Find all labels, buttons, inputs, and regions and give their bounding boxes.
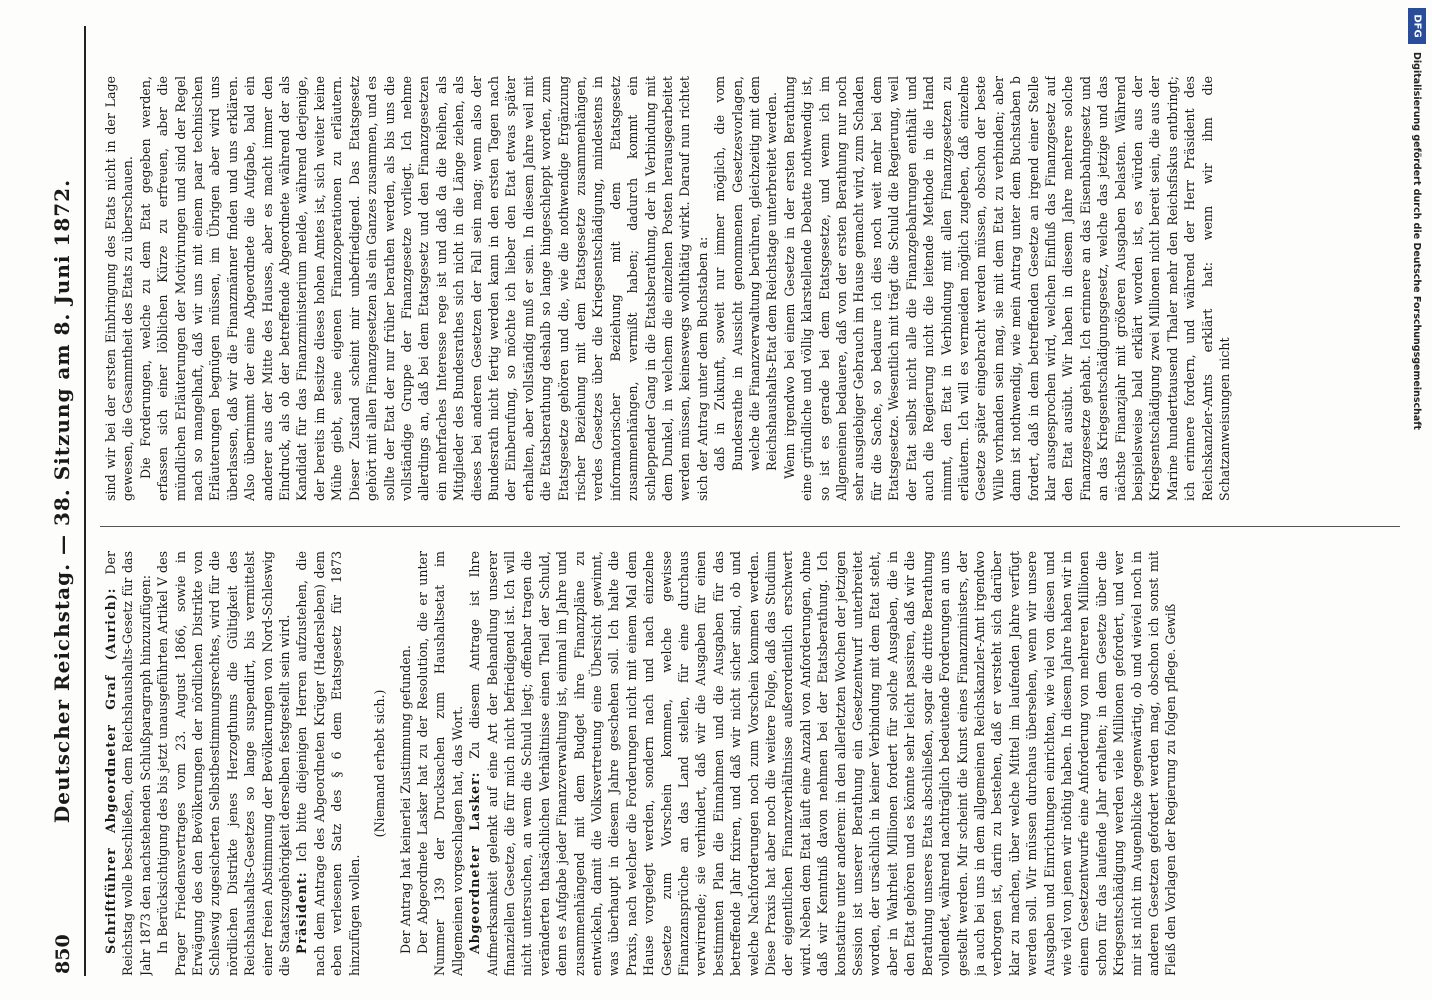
paragraph — [137, 76, 711, 501]
paragraph — [102, 551, 154, 976]
speaker-name: Präsident: — [294, 871, 310, 954]
paragraph-text: In Berücksichtigung des bis jetzt unausgeführten Artikel V des Prager Friedensvertrages vom 23. August 1866, sowie in Erwägung des den Bevölkerungen der nördlichen Distrikte von Schleswig zugesicherten Selbstbestimmungsrechtes, wird für die nördlichen Distrikte jenes Herzogthums die Gültigkeit des Reichshaushalts-Gesetzes so lange suspendirt, bis vermittelst einer freien Abstimmung der Bevölkerungen von Nord-Schleswig die Staatszugehörigkeit derselben festgestellt sein wird. — [155, 551, 293, 976]
paragraph — [371, 551, 388, 976]
dfg-watermark — [1408, 8, 1426, 992]
column-divider — [100, 526, 1400, 527]
paragraph-text: daß in Zukunft, soweit nur immer möglich, die vom Bundesrathe in Aussicht genommenen Gesetzesvorlagen, welche die Finanzverwaltung berühren, gleichzeitig mit dem Reichshaushalts-Etat dem Reichstage unterbreitet werden. — [712, 76, 780, 471]
page-header — [44, 26, 86, 976]
paragraph-text: Der Abgeordnete Lasker hat zu der Resolution, die er unter Nummer 139 der Drucksachen zum Haushaltsetat im Allgemeinen vorgeschlagen hat, das Wort. — [414, 551, 465, 976]
paragraph — [102, 76, 137, 501]
paragraph-text: Die Forderungen, welche zu dem Etat gegeben werden, erfassen sich einer löblichen Kürze zu erfreuen, aber die mündlichen Erläuterungen der Motivirungen und sind der Regel nach so mangelhaft, daß wir uns mit einem paar technischen Erläuterungen begnügen müssen, im Übrigen aber wird uns überlassen, daß wir die Finanzmänner finden und uns erklären. Also übernimmt der eine Abgeordnete die Aufgabe, bald ein anderer aus der Mitte des Hauses, aber es macht immer den Eindruck, als ob der betreffende Abgeordnete während der als Kandidat für das Finanzministerium melde, während derjenige, der bereits im Besitze dieses hohen Amtes ist, sich weiter keine Mühe giebt, seine eigenen Finanzoperationen zu erläutern. Dieser Zustand scheint mir unbefriedigend. Das Etatsgesetz gehört mit allen Finanzgesetzen als ein Ganzes zusammen, und es sollte der Etat der nur früher berathen werden, als bis uns die vollständige Gruppe der Finanzgesetze vorliegt. Ich nehme allerdings an, daß bei dem Etatsgesetz und den Finanzgesetzen ein mehrfaches Interesse rege ist und daß da die Reihen, als Mitglieder des Bundesrathes sich nicht in die Länge ziehen, als dieses bei anderen Gesetzen der Fall sein mag; wenn also der Bundesrath nicht fertig werden kann in den ersten Tagen nach der Einberufung, so möchte ich lieber den Etat etwas später erhalten, aber vollständig muß er sein. In diesem Jahre weil mit die Etatsberathung deshalb so lange hingeschleppt worden, zum Etatsgesetze gehören und die, wie die nothwendige Ergänzung rischer Beziehung mit dem Etatsgesetze zusammenhängen, verdes Gesetzes über die Kriegsentschädigung, mindestens in informatorischer Beziehung mit dem Etatsgesetz zusammenhängen, vermißt haben; dadurch kommt ein schleppender Gang in die Etatsberathung, der in Verbindung mit dem Dunkel, in welchem die einzelnen Posten herausgearbeitet werden müssen, keineswegs wohlthätig wirkt. Darauf nun richtet sich der Antrag unter dem Buchstaben a: — [137, 76, 710, 501]
dfg-credit-text: Digitalisierung gefördert durch die Deutsche Forschungsgemeinschaft — [1411, 52, 1422, 430]
paragraph-text: Ich bitte diejenigen Herren aufzustehen, die nach dem Antrage des Abgeordneten Krüger (Hadersleben) dem eben verlesenen Satz des § 6 dem Etatsgesetz für 1873 hinzufügen wollen. — [294, 551, 362, 976]
paragraph — [293, 551, 363, 976]
paragraph — [711, 76, 781, 501]
paragraph-text: Der Antrag hat keinerlei Zustimmung gefunden. — [397, 645, 413, 954]
page-number: 850 — [52, 934, 74, 974]
paragraph-text: Wenn irgendwo bei einem Gesetze in der ersten Berathung eine gründliche und völlig klarstellende Debatte nothwendig ist, so ist es gerade bei dem Etatsgesetze, und wenn ich im Allgemeinen bedauere, daß von der ersten Berathung nur noch sehr ausgiebiger Gebrauch im Hause gemacht wird, zum Schaden für die Sache, so bedaure ich dies noch weit mehr bei dem Etatsgesetze. Wesentlich mit trägt die Schuld die Regierung, weil der Etat selbst nicht alle die Finanzgebahrungen enthält und auch die Regierung nicht die leitende Methode in die Hand nimmt, den Etat in Verbindung mit allen Finanzgesetzen zu erläutern. Ich will es vermeiden möglich zugeben, daß einzelne Gesetze später eingebracht werden müssen, obschon der beste Wille vorhanden sein mag, sie mit dem Etat zu verbinden; aber dann ist nothwendig, wie mein Antrag unter dem Buchstaben b fordert, daß in dem betreffenden Gesetze an irgend einer Stelle klar ausgesprochen wird, welchen Einfluß das Finanzgesetz auf den Etat ausübt. Wir haben in diesem Jahre mehrere solche Finanzgesetze gehabt. Ich erinnere an das Eisenbahngesetz und an das Kriegsentschädigungsgesetz, welche das jetzige und das nächste Finanzjahr mit größeren Ausgaben belasten. Während beispielsweise bald erklärt worden ist, es würden aus der Kriegsentschädigung zwei Millionen nicht bereit sein, die aus der Marine hunderttausend Thaler mehr den Reichsfiskus entbringt; ich erinnere fordern, und während der Herr Präsident des Reichskanzler-Amts erklärt hat: wenn wir ihm die Schatzanweisungen nicht — [781, 76, 1232, 501]
rotated-page-content — [44, 26, 1414, 976]
running-title: Deutscher Reichstag. — 38. Sitzung am 8. Juni 1872. — [50, 178, 74, 824]
speaker-name: Schriftführer Abgeordneter Graf (Aurich): — [103, 587, 118, 954]
paragraph — [397, 551, 414, 976]
dfg-logo-icon: DFG — [1408, 8, 1426, 44]
paragraph-text: (Niemand erhebt sich.) — [372, 689, 388, 838]
paragraph — [781, 76, 1234, 501]
paragraph — [466, 551, 1180, 976]
speaker-name: Abgeordneter Lasker: — [467, 771, 483, 954]
right-column — [102, 76, 1402, 501]
paragraph-text: Der Reichstag wolle beschließen, dem Reichshaushalts-Gesetz für das Jahr 1873 den nachstehenden Schlußparagraph hinzuzufügen: — [103, 551, 153, 976]
paragraph — [414, 551, 466, 976]
paragraph-text: sind wir bei der ersten Einbringung des Etats nicht in der Lage gewesen, die Gesammtheit des Etats zu überschauen. — [103, 76, 136, 501]
paragraph — [154, 551, 293, 976]
left-column — [102, 551, 1402, 976]
paragraph-text: Zu diesem Antrage ist Ihre Aufmerksamkeit gelenkt auf eine Art der Behandlung unserer finanziellen Gesetze, die für mich nicht befriedigend ist. Ich will nicht untersuchen, an wem die Schuld liegt; offenbar tragen die veränderten thatsächlichen Verhältnisse einen Theil der Schuld, denn es Aufgabe jeder Finanzverwaltung ist, einmal im Jahre und zusammenhängend mit dem Budget ihre Finanzpläne zu entwickeln, damit die Volksvertretung eine Übersicht gewinnt, was überhaupt in diesem Jahre geschehen soll. Ich halte die Praxis, nach welcher die Forderungen nicht mit einem Mal dem Hause vorgelegt werden, sondern nach und nach einzelne Gesetze zum Vorschein kommen, welche gewisse Finanzansprüche an das Land stellen, für eine durchaus verwirrende; sie verhindert, daß wir die Ausgaben für einen bestimmten Plan die Einnahmen und die Ausgaben für das betreffende Jahr fixiren, und daß wir nicht sicher sind, ob und welche Nachforderungen noch zum Vorschein kommen werden. Diese Praxis hat aber noch die weitere Folge, daß das Studium der eigentlichen Finanzverhältnisse außerordentlich erschwert wird. Neben dem Etat läuft eine Anzahl von Anforderungen, ohne daß wir Kenntniß davon nehmen bei der Etatsberathung. Ich konstatire unter anderem: in den allerletzten Wochen der jetzigen Session ist unserer Berathung ein Gesetzentwurf unterbreitet worden, der ursächlich in keiner Verbindung mit dem Etat steht, aber in Wahrheit Millionen fordert für solche Ausgaben, die in den Etat gehören und es könnte sehr leicht passiren, daß wir die Berathung unseres Etats abschließen, sogar die dritte Berathung vollendet, während nachträglich bedeutende Forderungen an uns gestellt werden. Mir scheint die Kunst eines Finanzministers, der ja auch bei uns in dem allgemeinen Reichskanzler-Amt irgendwo verborgen ist, darin zu bestehen, daß er versteht sich darüber klar zu machen, über welche Mittel im laufenden Jahre verfügt werden soll. Wir müssen durchaus übersehen, wenn wir unsere Ausgaben und Einrichtungen einrichten, wie viel von diesen und wie viel von jenen wir nöthig haben. In diesem Jahre haben wir in einem Gesetzentwurfe eine Anforderung von mehreren Millionen schon für das laufende Jahr erhalten; in dem Gesetze über die Kriegsentschädigung werden viele Millionen gefordert, und wer mir ist nicht im Augenblicke gegenwärtig, ob und wieviel noch in anderen Gesetzen gefordert werden mag, obschon ich sonst mit Fleiß den Vorlagen der Regierung zu folgen pflege. Gewiß — [467, 551, 1179, 976]
